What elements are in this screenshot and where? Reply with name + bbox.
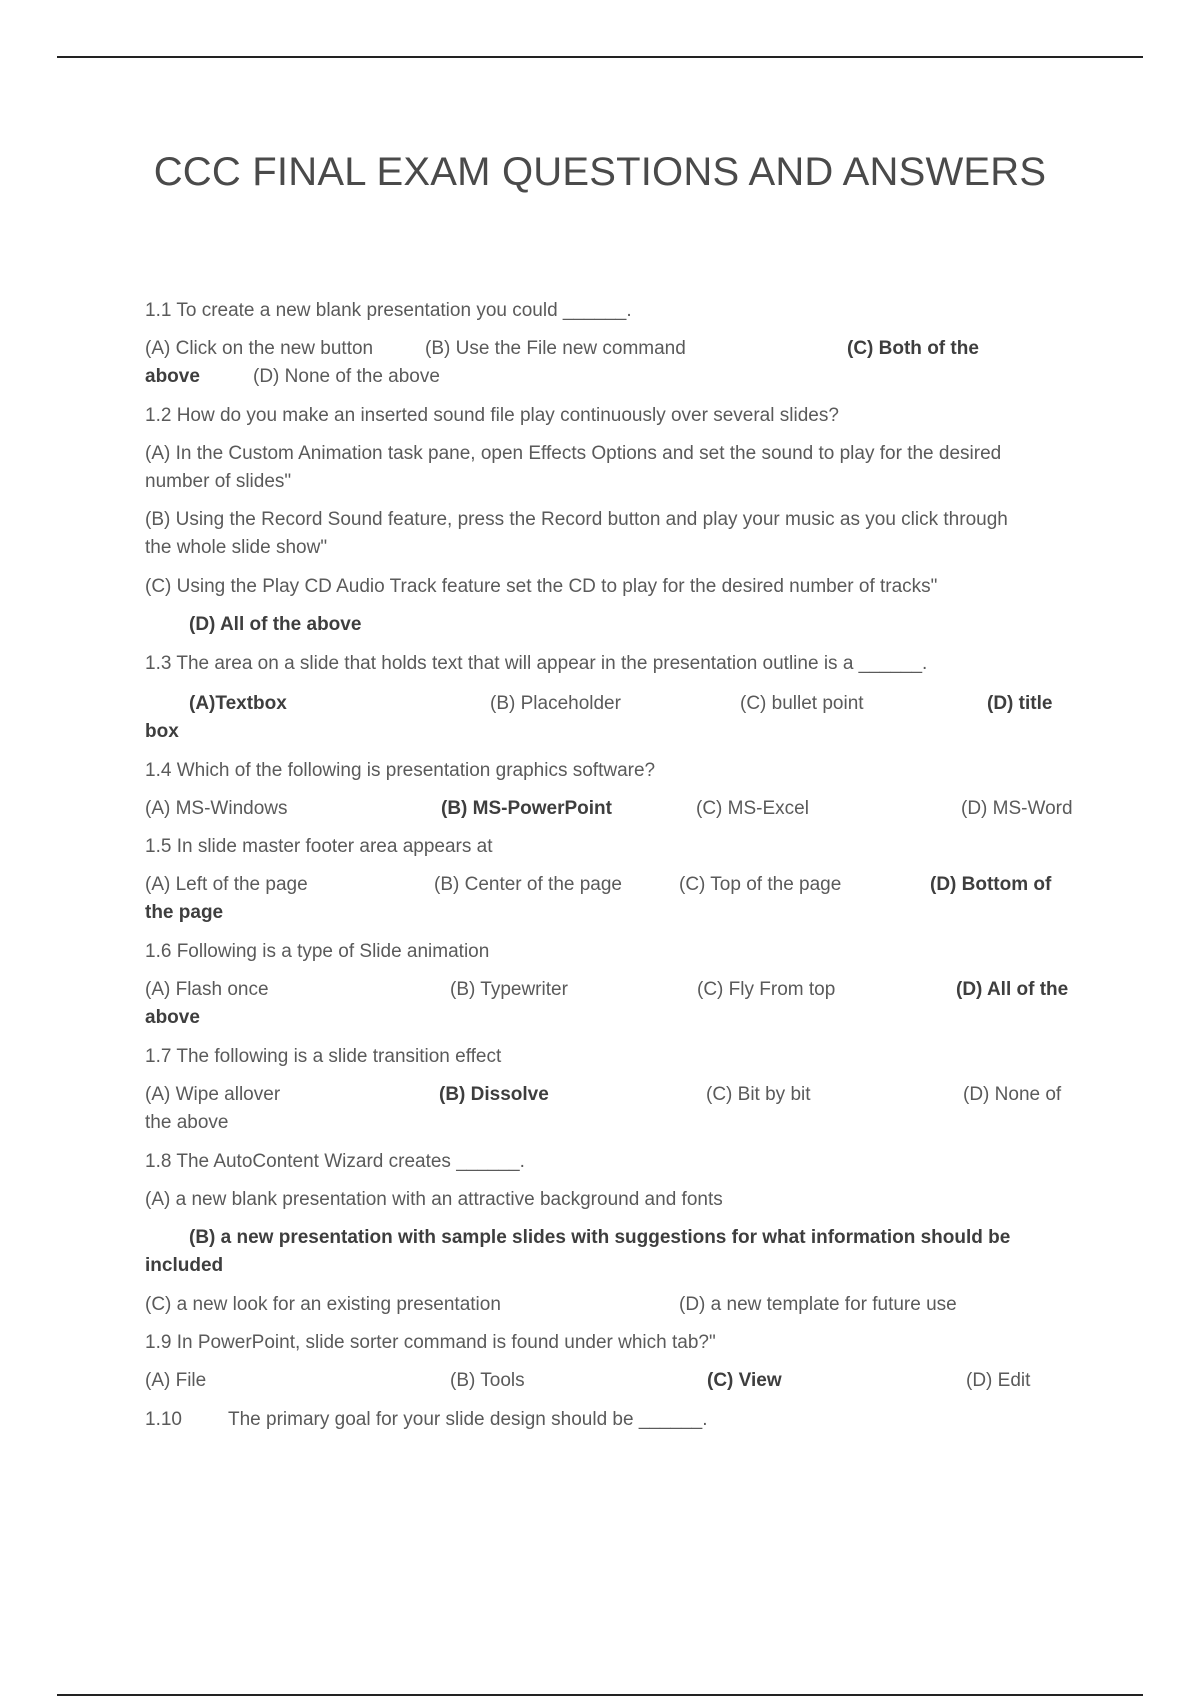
question-1-10: The primary goal for your slide design should be ______.: [228, 1409, 708, 1430]
q1-7-option-d: (D) None of: [963, 1084, 1062, 1105]
q1-2-option-b-cont: the whole slide show": [145, 537, 328, 558]
q1-5-option-d-answer-cont: the page: [145, 902, 224, 923]
q1-2-option-d-answer: (D) All of the above: [189, 614, 362, 635]
q1-7-option-d-cont: the above: [145, 1112, 229, 1133]
question-1-5: 1.5 In slide master footer area appears at: [145, 836, 493, 857]
q1-9-option-d: (D) Edit: [966, 1370, 1031, 1391]
q1-1-option-d: (D) None of the above: [253, 366, 440, 387]
q1-9-option-b: (B) Tools: [450, 1370, 525, 1391]
q1-1-option-b: (B) Use the File new command: [425, 338, 686, 359]
question-1-6: 1.6 Following is a type of Slide animation: [145, 941, 490, 962]
question-1-10-number: 1.10: [145, 1409, 182, 1430]
question-1-7: 1.7 The following is a slide transition effect: [145, 1046, 502, 1067]
q1-7-option-a: (A) Wipe allover: [145, 1084, 281, 1105]
q1-5-option-b: (B) Center of the page: [434, 874, 622, 895]
q1-4-option-d: (D) MS-Word: [961, 798, 1073, 819]
q1-6-option-d-answer: (D) All of the: [956, 979, 1069, 1000]
q1-8-option-c: (C) a new look for an existing presentation: [145, 1294, 501, 1315]
q1-3-option-b: (B) Placeholder: [490, 693, 621, 714]
q1-3-option-c: (C) bullet point: [740, 693, 864, 714]
q1-7-option-c: (C) Bit by bit: [706, 1084, 811, 1105]
question-1-3: 1.3 The area on a slide that holds text that will appear in the presentation outline is a ______.: [145, 653, 928, 674]
q1-8-option-a: (A) a new blank presentation with an attractive background and fonts: [145, 1189, 723, 1210]
q1-2-option-a-cont: number of slides": [145, 471, 292, 492]
q1-4-option-c: (C) MS-Excel: [696, 798, 809, 819]
page-title: CCC FINAL EXAM QUESTIONS AND ANSWERS: [153, 150, 1047, 194]
q1-5-option-c: (C) Top of the page: [679, 874, 842, 895]
q1-2-option-c: (C) Using the Play CD Audio Track feature set the CD to play for the desired number of tracks": [145, 576, 938, 597]
q1-6-option-c: (C) Fly From top: [697, 979, 836, 1000]
q1-1-option-c-answer: (C) Both of the: [847, 338, 979, 359]
q1-8-option-b-answer-cont: included: [145, 1255, 224, 1276]
q1-6-option-b: (B) Typewriter: [450, 979, 568, 1000]
q1-8-option-b-answer: (B) a new presentation with sample slides with suggestions for what information should be: [189, 1227, 1011, 1248]
q1-1-option-c-answer-cont: above: [145, 366, 200, 387]
question-1-4: 1.4 Which of the following is presentation graphics software?: [145, 760, 656, 781]
question-1-1: 1.1 To create a new blank presentation you could ______.: [145, 300, 632, 321]
q1-9-option-c-answer: (C) View: [707, 1370, 782, 1391]
q1-4-option-b-answer: (B) MS-PowerPoint: [441, 798, 612, 819]
q1-2-option-b: (B) Using the Record Sound feature, press the Record button and play your music as you click through: [145, 509, 1008, 530]
q1-3-option-d-answer-cont: box: [145, 721, 179, 742]
q1-7-option-b-answer: (B) Dissolve: [439, 1084, 549, 1105]
q1-8-option-d: (D) a new template for future use: [679, 1294, 957, 1315]
q1-3-option-d-answer: (D) title: [987, 693, 1053, 714]
q1-5-option-d-answer: (D) Bottom of: [930, 874, 1052, 895]
q1-4-option-a: (A) MS-Windows: [145, 798, 288, 819]
question-1-8: 1.8 The AutoContent Wizard creates ______.: [145, 1151, 525, 1172]
question-1-2: 1.2 How do you make an inserted sound file play continuously over several slides?: [145, 405, 839, 426]
q1-1-option-a: (A) Click on the new button: [145, 338, 374, 359]
q1-3-option-a: (A)Textbox: [189, 693, 287, 714]
q1-9-option-a: (A) File: [145, 1370, 207, 1391]
question-1-9: 1.9 In PowerPoint, slide sorter command is found under which tab?": [145, 1332, 716, 1353]
top-rule: [57, 56, 1143, 58]
q1-6-option-a: (A) Flash once: [145, 979, 269, 1000]
q1-5-option-a: (A) Left of the page: [145, 874, 308, 895]
bottom-rule: [57, 1694, 1143, 1696]
q1-2-option-a: (A) In the Custom Animation task pane, open Effects Options and set the sound to play for the desired: [145, 443, 1002, 464]
q1-6-option-d-answer-cont: above: [145, 1007, 200, 1028]
